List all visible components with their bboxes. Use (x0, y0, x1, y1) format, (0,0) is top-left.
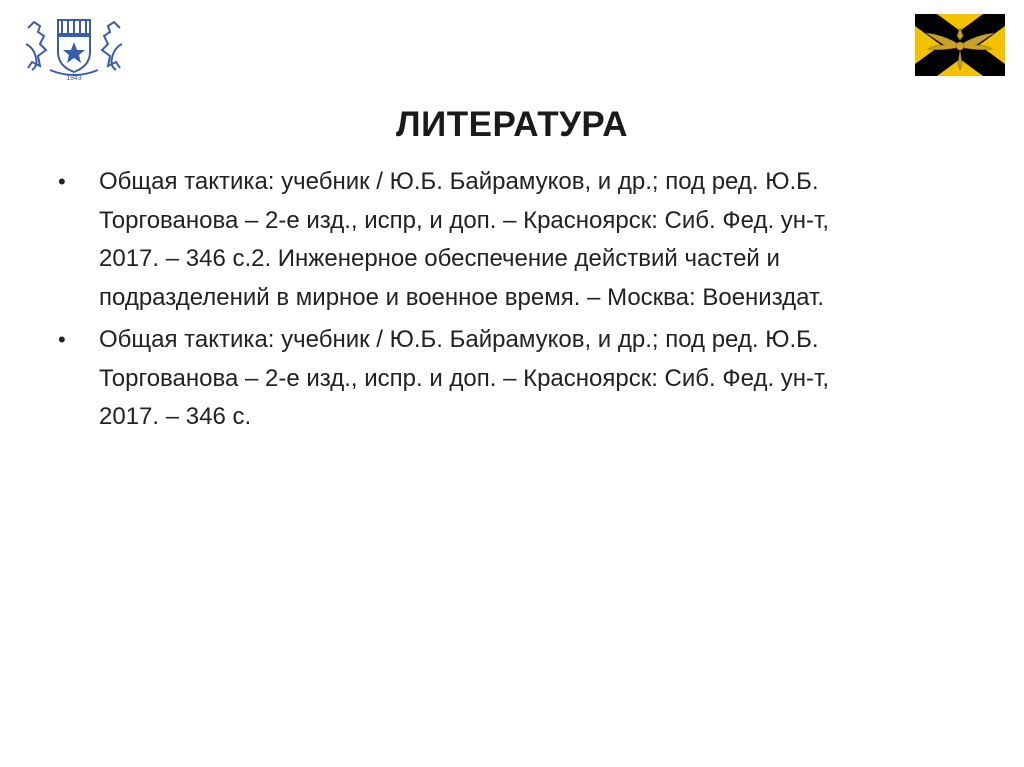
bib-line: Общая тактика: учебник / Ю.Б. Байрамуков, и др.; под ред. Ю.Б. (99, 168, 819, 195)
bib-line: 2017. – 346 с.2. Инженерное обеспечение действий частей и (99, 245, 780, 272)
list-item (58, 163, 958, 317)
bullet: • (58, 327, 66, 352)
bib-line: подразделений в мирное и военное время. – Москва: Воениздат. (99, 283, 825, 311)
university-crest-icon (22, 14, 126, 84)
page-title: ЛИТЕРАТУРА (396, 105, 628, 144)
bullet: • (58, 169, 66, 194)
bibliography-list (58, 163, 958, 441)
bib-line: Торгованова – 2-е изд., испр, и доп. – Красноярск: Сиб. Фед. ун-т, (99, 206, 830, 234)
signal-troops-emblem-icon (915, 14, 1005, 76)
bib-line: Торгованова – 2-е изд., испр. и доп. – Красноярск: Сиб. Фед. ун-т, (99, 364, 830, 392)
bib-line: Общая тактика: учебник / Ю.Б. Байрамуков, и др.; под ред. Ю.Б. (99, 326, 819, 353)
list-item (58, 321, 958, 437)
crest-year: 1943 (66, 75, 82, 82)
bib-line: 2017. – 346 с. (99, 403, 252, 430)
